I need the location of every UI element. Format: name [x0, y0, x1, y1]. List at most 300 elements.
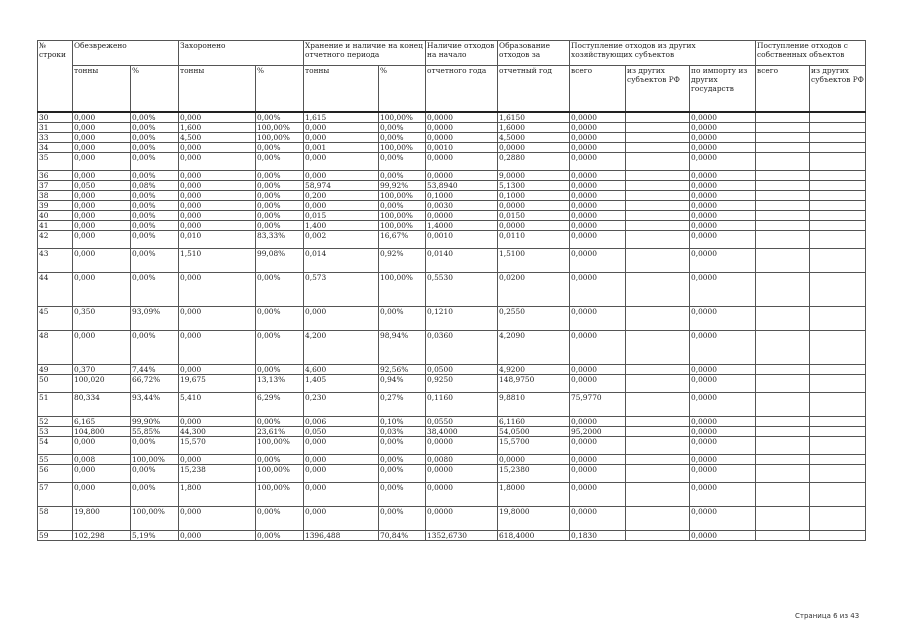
- table-row: [38, 482, 866, 506]
- data-cell: 0,2550: [498, 306, 570, 330]
- data-cell: 0,000: [179, 142, 256, 152]
- data-cell: 0,000: [73, 112, 131, 123]
- data-cell: 0,0360: [426, 330, 498, 364]
- data-cell: 0,0000: [690, 416, 756, 426]
- data-cell: 0,0000: [498, 200, 570, 210]
- data-cell: 0,0000: [426, 436, 498, 454]
- header-generation-year: отчетный год: [498, 66, 570, 112]
- data-cell: 0,00%: [256, 210, 304, 220]
- table-row: [38, 272, 866, 306]
- data-cell: 0,1210: [426, 306, 498, 330]
- data-cell: 0,000: [304, 122, 379, 132]
- data-cell: [810, 436, 866, 454]
- data-cell: 93,09%: [131, 306, 179, 330]
- table-row: [38, 142, 866, 152]
- data-cell: 19,675: [179, 374, 256, 392]
- data-cell: 0,10%: [379, 416, 426, 426]
- data-cell: 0,000: [304, 170, 379, 180]
- data-cell: [626, 112, 690, 123]
- table-row: [38, 190, 866, 200]
- data-cell: [626, 170, 690, 180]
- header-own-other-rf: из других субъектов РФ: [810, 66, 866, 112]
- data-cell: 0,014: [304, 248, 379, 272]
- data-cell: [756, 436, 810, 454]
- row-number-cell: 52: [38, 416, 73, 426]
- data-cell: 0,000: [73, 190, 131, 200]
- data-cell: [810, 248, 866, 272]
- row-number-cell: 54: [38, 436, 73, 454]
- data-cell: 0,00%: [131, 230, 179, 248]
- data-cell: [626, 230, 690, 248]
- data-cell: [756, 180, 810, 190]
- data-cell: 23,61%: [256, 426, 304, 436]
- data-cell: 0,0000: [426, 170, 498, 180]
- data-cell: 75,9770: [570, 392, 626, 416]
- data-cell: [626, 392, 690, 416]
- header-neutralized-pct: %: [131, 66, 179, 112]
- data-cell: [810, 374, 866, 392]
- data-cell: 58,974: [304, 180, 379, 190]
- data-cell: 0,050: [73, 180, 131, 190]
- data-cell: 104,800: [73, 426, 131, 436]
- data-cell: 0,0000: [690, 210, 756, 220]
- data-cell: [626, 436, 690, 454]
- data-cell: 92,56%: [379, 364, 426, 374]
- data-cell: 0,0000: [690, 392, 756, 416]
- data-cell: [756, 132, 810, 142]
- data-cell: 4,600: [304, 364, 379, 374]
- data-cell: 0,0000: [570, 170, 626, 180]
- data-cell: 0,1000: [498, 190, 570, 200]
- data-cell: 9,8810: [498, 392, 570, 416]
- data-cell: 0,0000: [690, 190, 756, 200]
- data-cell: [810, 210, 866, 220]
- data-cell: 0,1160: [426, 392, 498, 416]
- data-cell: 99,90%: [131, 416, 179, 426]
- data-cell: 0,00%: [256, 112, 304, 123]
- data-cell: [810, 364, 866, 374]
- table-row: [38, 464, 866, 482]
- data-cell: 0,00%: [256, 506, 304, 530]
- data-cell: 0,0000: [570, 180, 626, 190]
- data-cell: [756, 190, 810, 200]
- data-cell: [626, 330, 690, 364]
- data-cell: 0,006: [304, 416, 379, 426]
- data-cell: 0,0000: [570, 152, 626, 170]
- header-intake-import: по импорту из других государств: [690, 66, 756, 112]
- data-cell: 0,1000: [426, 190, 498, 200]
- data-cell: [626, 454, 690, 464]
- data-cell: [756, 272, 810, 306]
- data-cell: 0,00%: [379, 200, 426, 210]
- table-row: [38, 112, 866, 123]
- data-cell: 0,00%: [131, 122, 179, 132]
- data-cell: 100,00%: [379, 210, 426, 220]
- data-cell: 0,0000: [690, 530, 756, 540]
- row-number-cell: 49: [38, 364, 73, 374]
- table-row: [38, 152, 866, 170]
- table-body: [38, 112, 866, 541]
- data-cell: 0,0000: [426, 112, 498, 123]
- data-cell: 0,00%: [256, 200, 304, 210]
- row-number-cell: 42: [38, 230, 73, 248]
- data-cell: 1,510: [179, 248, 256, 272]
- data-cell: 0,573: [304, 272, 379, 306]
- header-start-balance: Наличие отходов на начало: [426, 41, 498, 66]
- data-cell: 0,200: [304, 190, 379, 200]
- data-cell: 0,000: [73, 248, 131, 272]
- data-cell: [626, 426, 690, 436]
- data-cell: 0,00%: [256, 330, 304, 364]
- data-cell: 7,44%: [131, 364, 179, 374]
- data-cell: 0,00%: [131, 190, 179, 200]
- data-cell: 0,0000: [570, 364, 626, 374]
- data-cell: 618,4000: [498, 530, 570, 540]
- data-cell: [810, 306, 866, 330]
- data-cell: 0,00%: [131, 330, 179, 364]
- data-cell: 0,00%: [256, 142, 304, 152]
- table-row: [38, 506, 866, 530]
- data-cell: 100,00%: [131, 454, 179, 464]
- table-row: [38, 364, 866, 374]
- data-cell: 9,0000: [498, 170, 570, 180]
- table-row: [38, 230, 866, 248]
- data-cell: 54,0500: [498, 426, 570, 436]
- data-cell: 0,00%: [379, 482, 426, 506]
- data-cell: 0,0000: [570, 374, 626, 392]
- data-cell: 15,2380: [498, 464, 570, 482]
- data-cell: 100,00%: [379, 220, 426, 230]
- data-cell: [756, 482, 810, 506]
- header-intake-own: Поступление отходов с собственных объектов: [756, 41, 866, 66]
- data-cell: 0,000: [179, 112, 256, 123]
- data-cell: [810, 122, 866, 132]
- data-cell: 0,00%: [131, 272, 179, 306]
- data-cell: [810, 220, 866, 230]
- data-cell: 0,0000: [690, 170, 756, 180]
- row-number-cell: 36: [38, 170, 73, 180]
- header-buried-tons: тонны: [179, 66, 256, 112]
- data-cell: 0,00%: [131, 220, 179, 230]
- data-cell: 95,2000: [570, 426, 626, 436]
- data-cell: 99,92%: [379, 180, 426, 190]
- data-cell: [626, 374, 690, 392]
- data-cell: 0,0000: [570, 190, 626, 200]
- header-neutralized: Обезврежено: [73, 41, 179, 66]
- data-cell: 0,0000: [570, 306, 626, 330]
- row-number-cell: 37: [38, 180, 73, 190]
- data-cell: 0,0000: [426, 152, 498, 170]
- data-cell: 0,0010: [426, 230, 498, 248]
- table-row: [38, 426, 866, 436]
- data-cell: 0,92%: [379, 248, 426, 272]
- table-row: [38, 436, 866, 454]
- table-row: [38, 392, 866, 416]
- data-cell: 0,00%: [131, 142, 179, 152]
- data-cell: 0,000: [179, 152, 256, 170]
- row-number-cell: 35: [38, 152, 73, 170]
- data-cell: 100,00%: [131, 506, 179, 530]
- data-cell: 70,84%: [379, 530, 426, 540]
- data-cell: [756, 374, 810, 392]
- data-cell: 0,0000: [690, 220, 756, 230]
- data-cell: [626, 248, 690, 272]
- data-cell: 0,00%: [379, 170, 426, 180]
- data-cell: 0,00%: [131, 436, 179, 454]
- data-cell: [810, 272, 866, 306]
- data-cell: 0,000: [179, 364, 256, 374]
- data-cell: 100,020: [73, 374, 131, 392]
- data-cell: 0,0000: [498, 220, 570, 230]
- data-cell: 0,000: [304, 464, 379, 482]
- row-number-cell: 56: [38, 464, 73, 482]
- table-row: [38, 454, 866, 464]
- data-cell: 19,8000: [498, 506, 570, 530]
- data-cell: 0,000: [179, 506, 256, 530]
- data-cell: 100,00%: [256, 436, 304, 454]
- data-cell: 102,298: [73, 530, 131, 540]
- data-cell: 0,0140: [426, 248, 498, 272]
- data-cell: 1,800: [179, 482, 256, 506]
- data-cell: 15,238: [179, 464, 256, 482]
- data-cell: 0,00%: [131, 210, 179, 220]
- data-cell: 0,03%: [379, 426, 426, 436]
- data-cell: [756, 330, 810, 364]
- data-cell: 0,000: [73, 200, 131, 210]
- data-cell: 0,0200: [498, 272, 570, 306]
- data-cell: [810, 112, 866, 123]
- waste-report-table: [37, 40, 866, 541]
- data-cell: 5,410: [179, 392, 256, 416]
- data-cell: 0,1830: [570, 530, 626, 540]
- data-cell: 0,0150: [498, 210, 570, 220]
- data-cell: [810, 200, 866, 210]
- data-cell: 0,0000: [690, 374, 756, 392]
- data-cell: 0,2880: [498, 152, 570, 170]
- row-number-cell: 51: [38, 392, 73, 416]
- data-cell: 0,230: [304, 392, 379, 416]
- row-number-cell: 38: [38, 190, 73, 200]
- report-sheet: [37, 40, 865, 541]
- data-cell: [756, 392, 810, 416]
- data-cell: 0,00%: [256, 272, 304, 306]
- row-number-cell: 34: [38, 142, 73, 152]
- table-row: [38, 306, 866, 330]
- data-cell: 0,5530: [426, 272, 498, 306]
- table-row: [38, 170, 866, 180]
- data-cell: 0,0000: [570, 210, 626, 220]
- data-cell: 0,00%: [379, 436, 426, 454]
- row-number-cell: 40: [38, 210, 73, 220]
- data-cell: 80,334: [73, 392, 131, 416]
- data-cell: 4,500: [179, 132, 256, 142]
- data-cell: [626, 530, 690, 540]
- row-number-cell: 43: [38, 248, 73, 272]
- data-cell: 0,00%: [131, 248, 179, 272]
- header-buried-pct: %: [256, 66, 304, 112]
- data-cell: 0,00%: [256, 152, 304, 170]
- data-cell: 15,570: [179, 436, 256, 454]
- data-cell: 0,00%: [256, 306, 304, 330]
- data-cell: 0,0010: [426, 142, 498, 152]
- data-cell: [626, 210, 690, 220]
- data-cell: 0,0000: [690, 200, 756, 210]
- data-cell: 0,0000: [690, 180, 756, 190]
- data-cell: [626, 306, 690, 330]
- data-cell: 0,0000: [570, 122, 626, 132]
- data-cell: 1,6000: [498, 122, 570, 132]
- data-cell: 6,165: [73, 416, 131, 426]
- row-number-cell: 33: [38, 132, 73, 142]
- page-number: Страница 6 из 43: [795, 612, 860, 620]
- data-cell: 44,300: [179, 426, 256, 436]
- data-cell: 0,000: [179, 272, 256, 306]
- data-cell: 0,0000: [570, 506, 626, 530]
- header-intake-others: Поступление отходов из других хозяйствующих субъектов: [570, 41, 756, 66]
- table-row: [38, 132, 866, 142]
- data-cell: [756, 364, 810, 374]
- data-cell: 0,000: [73, 464, 131, 482]
- data-cell: [756, 464, 810, 482]
- data-cell: 0,000: [304, 454, 379, 464]
- data-cell: [810, 142, 866, 152]
- data-cell: 0,015: [304, 210, 379, 220]
- data-cell: [756, 416, 810, 426]
- header-neutralized-tons: тонны: [73, 66, 131, 112]
- data-cell: 0,008: [73, 454, 131, 464]
- table-row: [38, 200, 866, 210]
- data-cell: 100,00%: [379, 112, 426, 123]
- data-cell: 0,0000: [690, 306, 756, 330]
- data-cell: 93,44%: [131, 392, 179, 416]
- data-cell: 0,000: [73, 272, 131, 306]
- data-cell: 0,000: [73, 330, 131, 364]
- data-cell: 0,000: [179, 170, 256, 180]
- data-cell: 0,001: [304, 142, 379, 152]
- data-cell: 0,0000: [570, 464, 626, 482]
- data-cell: 0,00%: [256, 364, 304, 374]
- data-cell: [756, 426, 810, 436]
- data-cell: 100,00%: [379, 142, 426, 152]
- data-cell: [626, 200, 690, 210]
- data-cell: [756, 210, 810, 220]
- data-cell: 0,000: [304, 152, 379, 170]
- data-cell: 0,0000: [570, 416, 626, 426]
- data-cell: 0,0500: [426, 364, 498, 374]
- data-cell: 0,000: [73, 152, 131, 170]
- data-cell: 0,0000: [426, 210, 498, 220]
- data-cell: 0,00%: [379, 306, 426, 330]
- row-number-cell: 48: [38, 330, 73, 364]
- data-cell: 0,0000: [690, 142, 756, 152]
- data-cell: 0,0000: [570, 454, 626, 464]
- data-cell: 4,2090: [498, 330, 570, 364]
- data-cell: 0,0000: [426, 122, 498, 132]
- data-cell: 0,0000: [426, 132, 498, 142]
- data-cell: [626, 482, 690, 506]
- data-cell: 1,6150: [498, 112, 570, 123]
- data-cell: [626, 180, 690, 190]
- data-cell: 0,0000: [690, 454, 756, 464]
- data-cell: 0,00%: [131, 152, 179, 170]
- data-cell: 0,00%: [131, 482, 179, 506]
- data-cell: 0,00%: [256, 220, 304, 230]
- row-number-cell: 44: [38, 272, 73, 306]
- data-cell: 0,00%: [256, 454, 304, 464]
- row-number-cell: 55: [38, 454, 73, 464]
- data-cell: 0,00%: [256, 170, 304, 180]
- data-cell: 0,000: [179, 416, 256, 426]
- data-cell: 0,00%: [131, 170, 179, 180]
- data-cell: [810, 392, 866, 416]
- row-number-cell: 59: [38, 530, 73, 540]
- data-cell: 0,0080: [426, 454, 498, 464]
- data-cell: 0,000: [179, 180, 256, 190]
- data-cell: 0,00%: [379, 122, 426, 132]
- data-cell: 100,00%: [256, 122, 304, 132]
- data-cell: 0,9250: [426, 374, 498, 392]
- data-cell: 0,000: [304, 132, 379, 142]
- data-cell: 0,0000: [690, 112, 756, 123]
- data-cell: 0,000: [179, 454, 256, 464]
- data-cell: [626, 416, 690, 426]
- table-row: [38, 122, 866, 132]
- data-cell: 0,0000: [570, 436, 626, 454]
- row-number-cell: 53: [38, 426, 73, 436]
- data-cell: [756, 170, 810, 180]
- data-cell: 0,000: [179, 210, 256, 220]
- data-cell: 98,94%: [379, 330, 426, 364]
- data-cell: 15,5700: [498, 436, 570, 454]
- row-number-cell: 41: [38, 220, 73, 230]
- data-cell: [756, 122, 810, 132]
- data-cell: 4,200: [304, 330, 379, 364]
- data-cell: [756, 530, 810, 540]
- data-cell: 0,0000: [426, 482, 498, 506]
- header-intake-other-rf: из других субъектов РФ: [626, 66, 690, 112]
- data-cell: [810, 506, 866, 530]
- data-cell: 0,000: [73, 122, 131, 132]
- data-cell: 0,00%: [379, 132, 426, 142]
- header-storage-tons: тонны: [304, 66, 379, 112]
- data-cell: [756, 200, 810, 210]
- data-cell: 0,000: [73, 230, 131, 248]
- data-cell: 19,800: [73, 506, 131, 530]
- data-cell: 0,0000: [690, 436, 756, 454]
- data-cell: 0,0000: [570, 132, 626, 142]
- data-cell: 0,00%: [256, 530, 304, 540]
- table-row: [38, 210, 866, 220]
- data-cell: 1352,6730: [426, 530, 498, 540]
- data-cell: 4,9200: [498, 364, 570, 374]
- data-cell: 0,0000: [690, 230, 756, 248]
- data-cell: 0,00%: [379, 454, 426, 464]
- data-cell: 100,00%: [379, 272, 426, 306]
- table-row: [38, 374, 866, 392]
- data-cell: 13,13%: [256, 374, 304, 392]
- table-row: [38, 220, 866, 230]
- data-cell: 0,0000: [690, 122, 756, 132]
- data-cell: 0,0000: [570, 142, 626, 152]
- row-number-cell: 39: [38, 200, 73, 210]
- data-cell: [810, 180, 866, 190]
- table-row: [38, 530, 866, 540]
- data-cell: 0,00%: [256, 416, 304, 426]
- data-cell: 0,0000: [690, 364, 756, 374]
- row-number-cell: 30: [38, 112, 73, 123]
- data-cell: 0,0000: [498, 454, 570, 464]
- data-cell: 0,000: [73, 436, 131, 454]
